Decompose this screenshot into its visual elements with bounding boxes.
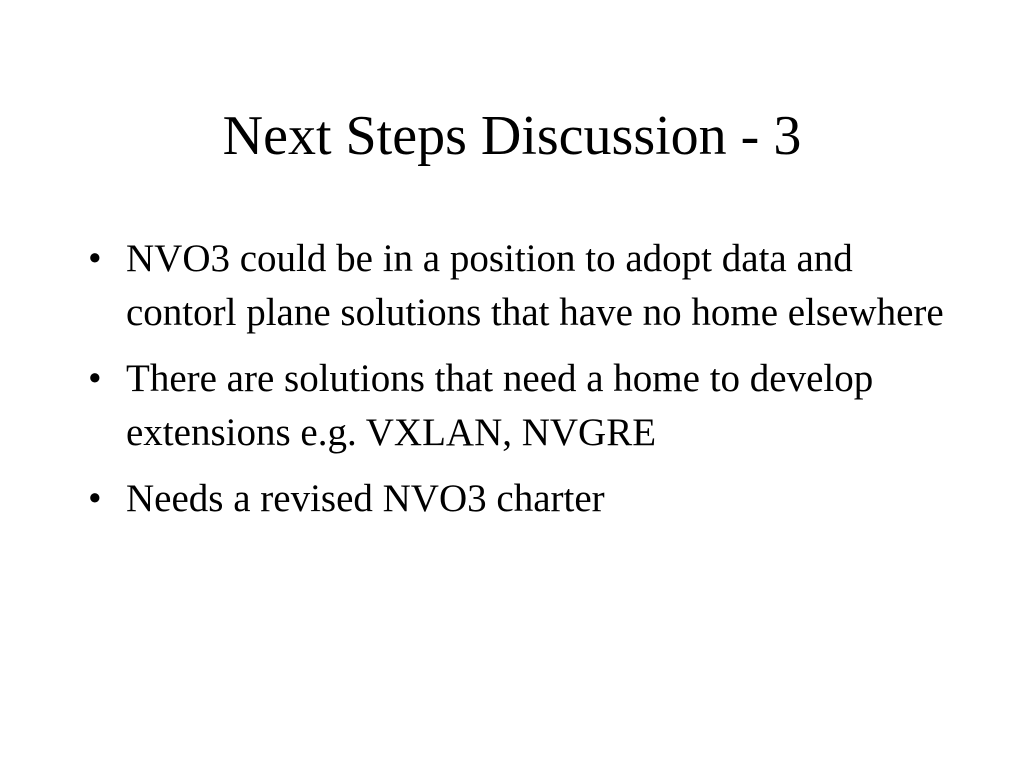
bullet-text: Needs a revised NVO3 charter <box>126 477 605 520</box>
bullet-marker: • <box>88 237 102 280</box>
bullet-item-3 <box>88 472 948 526</box>
bullet-text: There are solutions that need a home to develop extensions e.g. VXLAN, NVGRE <box>126 357 874 454</box>
bullet-text: NVO3 could be in a position to adopt data and contorl plane solutions that have no home elsewhere <box>126 237 944 334</box>
slide-title: Next Steps Discussion - 3 <box>222 105 802 167</box>
bullet-list <box>88 232 948 538</box>
bullet-marker: • <box>88 357 102 400</box>
bullet-item-2 <box>88 352 948 460</box>
bullet-item-1 <box>88 232 948 340</box>
bullet-marker: • <box>88 477 102 520</box>
